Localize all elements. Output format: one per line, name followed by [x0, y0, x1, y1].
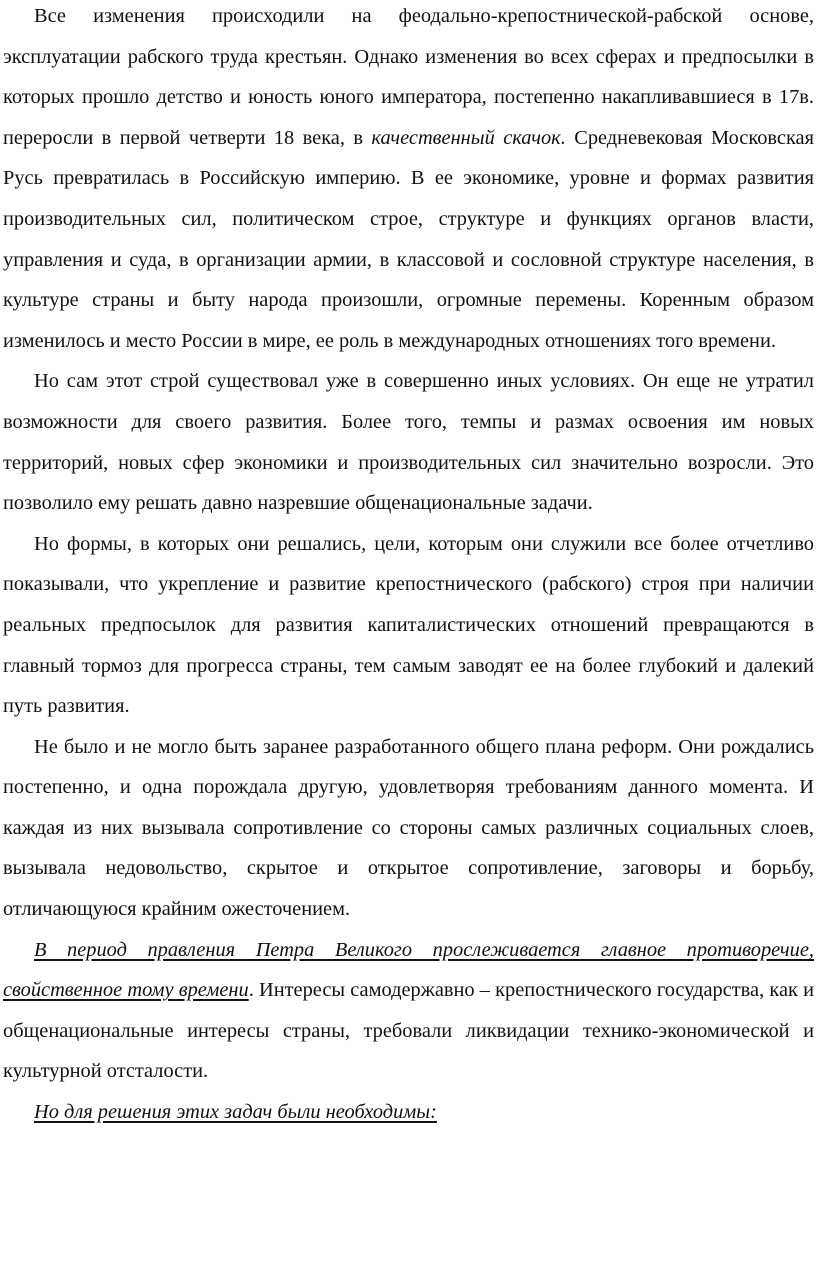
- paragraph-2: Но сам этот строй существовал уже в совершенно иных условиях. Он еще не утратил возможности для своего развития. Более того, темпы и размах освоения им новых территорий, новых сфер экономики и производительных сил значительно возросли. Это позволило ему решать давно назревшие общенациональные задачи.: [3, 370, 814, 515]
- paragraph-1: [3, 0, 814, 361]
- paragraph-4: Не было и не могло быть заранее разработанного общего плана реформ. Они рождались постепенно, и одна порождала другую, удовлетворяя требованиям данного момента. И каждая из них вызывала сопротивление со стороны самых различных социальных слоев, вызывала недовольство, скрытое и открытое сопротивление, заговоры и борьбу, отличающуюся крайним ожесточением.: [3, 735, 814, 921]
- paragraph-1-text-start: Все изменения происходили на феодально-крепостнической-рабской основе, эксплуатации рабского труда крестьян. Однако изменения во всех сферах и предпосылки в которых прошло детство и юность юного императора, постепенно накапливавшиеся в 17в. переросли в первой четверти 18 века, в: [3, 5, 814, 149]
- paragraph-5: [3, 930, 814, 1092]
- paragraph-1-text-end: Средневековая Московская Русь превратилась в Российскую империю. В ее экономике, уровне и формах развития производительных сил, политическом строе, структуре и функциях органов власти, управления и суда, в организации армии, в классовой и сословной структуре населения, в культуре страны и быту народа произошли, огромные перемены. Коренным образом изменилось и место России в мире, ее роль в международных отношениях того времени.: [3, 126, 814, 352]
- tasks-heading-emphasis: Но для решения этих задач были необходимы:: [34, 1101, 437, 1124]
- main-contradiction-emphasis: В период правления Петра Великого прослеживается главное противоречие, свойственное тому времени: [3, 938, 814, 1002]
- paragraph-3: Но формы, в которых они решались, цели, которым они служили все более отчетливо показывали, что укрепление и развитие крепостнического (рабского) строя при наличии реальных предпосылок для развития капиталистических отношений превращаются в главный тормоз для прогресса страны, тем самым заводят ее на более глубокий и далекий путь развития.: [3, 532, 814, 718]
- quality-leap-italic: качественный скачок.: [371, 126, 566, 149]
- paragraph-5-text: . Интересы самодержавно – крепостнического государства, как и общенациональные интересы страны, требовали ликвидации технико-экономической и культурной отсталости.: [3, 979, 814, 1083]
- paragraph-6: [3, 1092, 814, 1133]
